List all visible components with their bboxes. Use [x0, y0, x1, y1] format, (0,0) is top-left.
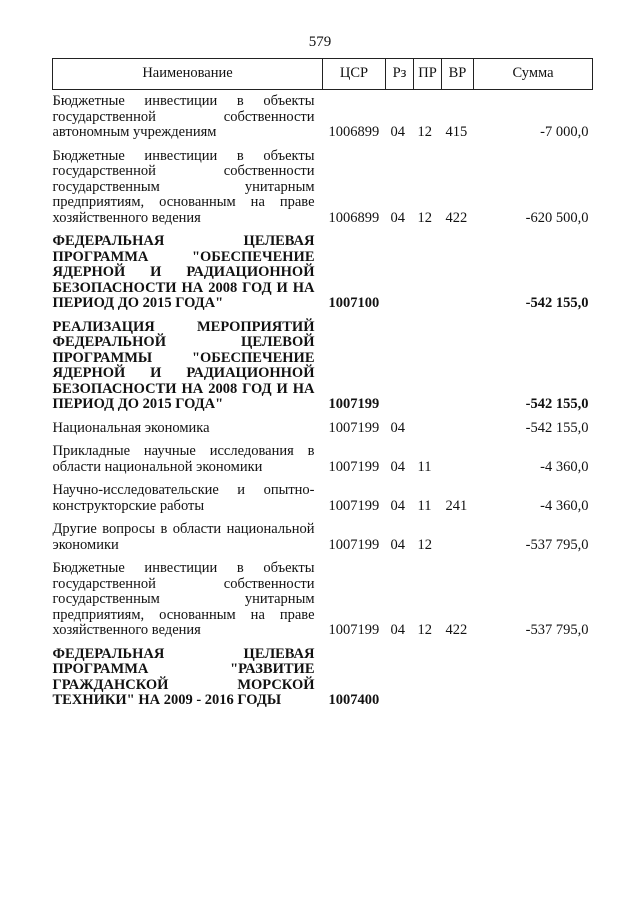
cell-pr: 12 — [417, 536, 432, 553]
cell-pr — [414, 312, 442, 413]
cell-sum: -537 795,0 — [525, 536, 589, 553]
cell-rz — [386, 639, 414, 709]
cell-sum: -7 000,0 — [540, 124, 589, 140]
cell-vr — [442, 514, 474, 553]
header-rz: Рз — [386, 59, 414, 90]
cell-rz: 04 — [390, 622, 405, 638]
cell-vr — [442, 413, 474, 437]
cell-name: Бюджетные инвестиции в объекты государственной собственности государственным унитарным предприятиям, основанным на праве хозяйственного ведения — [52, 560, 315, 638]
table-row — [53, 639, 593, 709]
header-name: Наименование — [53, 59, 323, 90]
cell-name: РЕАЛИЗАЦИЯ МЕРОПРИЯТИЙ ФЕДЕРАЛЬНОЙ ЦЕЛЕВОЙ ПРОГРАММЫ "ОБЕСПЕЧЕНИЕ ЯДЕРНОЙ И РАДИАЦИОННОЙ БЕЗОПАСНОСТИ НА 2008 ГОД И НА ПЕРИОД ДО 2015 ГОДА" — [52, 318, 315, 412]
cell-csr: 1007199 — [328, 536, 380, 553]
cell-csr: 1007199 — [328, 458, 380, 475]
cell-csr: 1007400 — [328, 692, 380, 708]
cell-pr — [414, 639, 442, 709]
table-header-row — [53, 59, 593, 90]
cell-pr: 12 — [417, 622, 432, 638]
cell-csr: 1006899 — [328, 124, 380, 140]
header-sum: Сумма — [474, 59, 593, 90]
table-row — [53, 413, 593, 437]
cell-name: Национальная экономика — [52, 419, 210, 436]
cell-sum: -542 155,0 — [525, 419, 589, 436]
table-row — [53, 312, 593, 413]
cell-rz: 04 — [390, 419, 405, 436]
cell-pr: 12 — [417, 124, 432, 140]
cell-pr — [414, 413, 442, 437]
cell-sum: -542 155,0 — [525, 396, 589, 412]
cell-name: Бюджетные инвестиции в объекты государственной собственности государственным унитарным предприятиям, основанным на праве хозяйственного ведения — [52, 147, 315, 226]
cell-vr — [442, 226, 474, 312]
cell-rz: 04 — [390, 124, 405, 140]
cell-name: Бюджетные инвестиции в объекты государственной собственности автономным учреждениям — [52, 93, 315, 140]
cell-sum: -620 500,0 — [525, 209, 589, 226]
cell-pr: 11 — [417, 458, 432, 475]
cell-sum: -4 360,0 — [540, 458, 589, 475]
cell-sum: -542 155,0 — [525, 295, 589, 311]
table-row — [53, 141, 593, 227]
table-row — [53, 475, 593, 514]
cell-csr: 1007199 — [328, 396, 380, 412]
page-number: 579 — [308, 34, 332, 50]
cell-vr: 415 — [445, 124, 468, 140]
table-row — [53, 436, 593, 475]
table-row — [53, 226, 593, 312]
cell-csr: 1007199 — [328, 419, 380, 436]
cell-name: Прикладные научные исследования в области национальной экономики — [52, 443, 315, 475]
table-row — [53, 514, 593, 553]
cell-sum: -4 360,0 — [540, 497, 589, 514]
cell-vr: 241 — [445, 497, 468, 514]
cell-vr: 422 — [445, 622, 468, 638]
cell-name: Научно-исследовательские и опытно-конструкторские работы — [52, 482, 315, 514]
cell-rz: 04 — [390, 458, 405, 475]
cell-sum: -537 795,0 — [525, 622, 589, 638]
cell-sum — [474, 639, 593, 709]
cell-rz: 04 — [390, 497, 405, 514]
cell-csr: 1006899 — [328, 209, 380, 226]
table-row — [53, 90, 593, 141]
cell-vr: 422 — [445, 209, 468, 226]
cell-vr — [442, 436, 474, 475]
header-pr: ПР — [414, 59, 442, 90]
header-csr: ЦСР — [323, 59, 386, 90]
cell-rz: 04 — [390, 536, 405, 553]
table-row — [53, 553, 593, 639]
budget-table — [52, 58, 593, 709]
cell-pr — [414, 226, 442, 312]
cell-rz: 04 — [390, 209, 405, 226]
cell-name: Другие вопросы в области национальной экономики — [52, 521, 315, 553]
cell-name: ФЕДЕРАЛЬНАЯ ЦЕЛЕВАЯ ПРОГРАММА "ОБЕСПЕЧЕНИЕ ЯДЕРНОЙ И РАДИАЦИОННОЙ БЕЗОПАСНОСТИ НА 2008 ГОД И НА ПЕРИОД ДО 2015 ГОДА" — [52, 233, 315, 311]
cell-vr — [442, 639, 474, 709]
cell-pr: 12 — [417, 209, 432, 226]
cell-vr — [442, 312, 474, 413]
header-vr: ВР — [442, 59, 474, 90]
cell-csr: 1007199 — [328, 622, 380, 638]
cell-csr: 1007199 — [328, 497, 380, 514]
cell-rz — [386, 226, 414, 312]
cell-csr: 1007100 — [328, 295, 380, 311]
cell-pr: 11 — [417, 497, 432, 514]
cell-name: ФЕДЕРАЛЬНАЯ ЦЕЛЕВАЯ ПРОГРАММА "РАЗВИТИЕ ГРАЖДАНСКОЙ МОРСКОЙ ТЕХНИКИ" НА 2009 - 2016 ГОДЫ — [52, 645, 315, 708]
cell-rz — [386, 312, 414, 413]
